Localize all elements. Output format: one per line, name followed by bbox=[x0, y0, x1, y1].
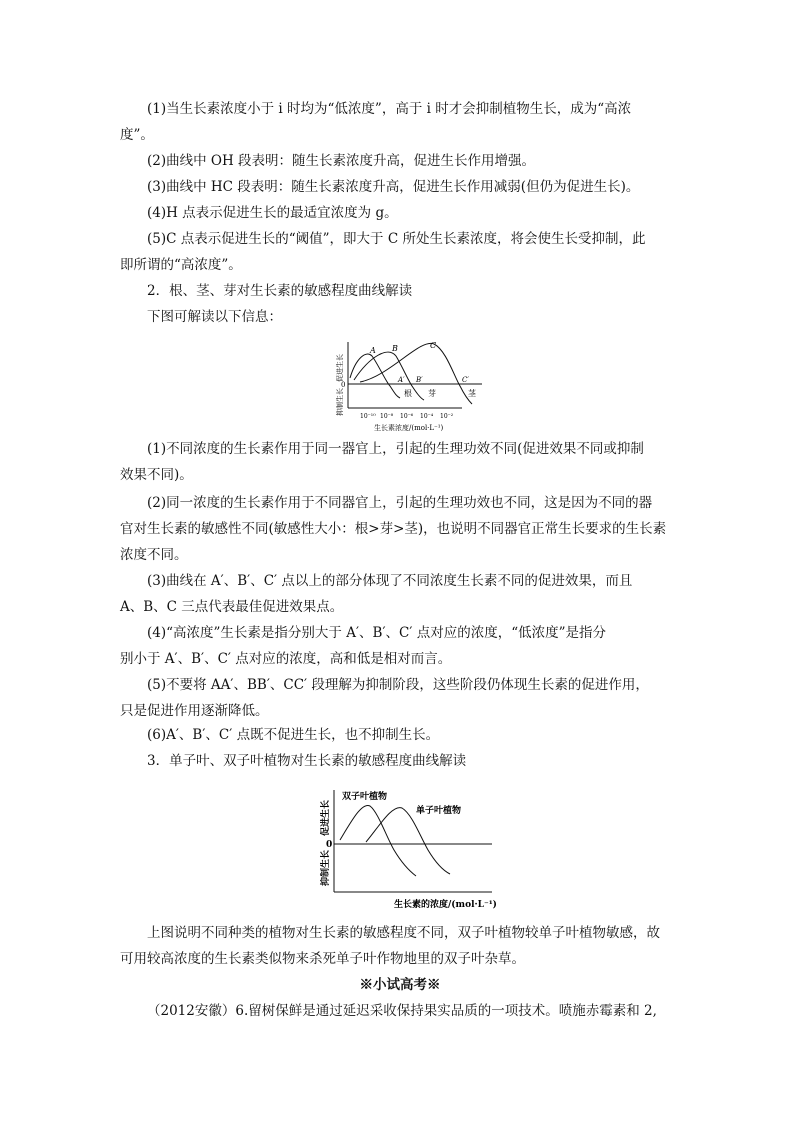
y-label-inhibit: 抑制生长 bbox=[321, 849, 331, 886]
paragraph: 下图可解读以下信息： bbox=[147, 309, 282, 325]
paragraph: 别小于 A′、B′、C′ 点对应的浓度，高和低是相对而言。 bbox=[120, 651, 452, 667]
tick-label: 10⁻⁶ bbox=[400, 413, 414, 420]
label-dicot: 双子叶植物 bbox=[342, 792, 388, 802]
paragraph: 上图说明不同种类的植物对生长素的敏感程度不同，双子叶植物较单子叶植物敏感，故 bbox=[147, 925, 660, 941]
curve-dicot bbox=[340, 805, 416, 876]
paragraph: (2)曲线中 OH 段表明：随生长素浓度升高，促进生长作用增强。 bbox=[147, 153, 536, 169]
paragraph: (4)“高浓度”生长素是指分别大于 A′、B′、C′ 点对应的浓度，“低浓度”是指分 bbox=[147, 625, 607, 641]
figure-monocot-dicot bbox=[316, 786, 506, 912]
curve-bud bbox=[354, 352, 424, 400]
section-heading: 3．单子叶、双子叶植物对生长素的敏感程度曲线解读 bbox=[147, 753, 467, 769]
curve-root bbox=[350, 354, 400, 398]
section-heading: 2．根、茎、芽对生长素的敏感程度曲线解读 bbox=[147, 283, 413, 299]
y-label-promote: 促进生长 bbox=[336, 354, 344, 382]
paragraph: A、B、C 三点代表最佳促进效果点。 bbox=[120, 599, 344, 615]
zero-label: 0 bbox=[326, 840, 333, 850]
quiz-question: （2012安徽）6.留树保鲜是通过延迟采收保持果实品质的一项技术。喷施赤霉素和 2, bbox=[147, 1003, 657, 1019]
y-label-promote: 促进生长 bbox=[321, 799, 331, 836]
peak-label-b: B bbox=[392, 344, 398, 353]
organ-label-stem: 茎 bbox=[468, 389, 476, 398]
tick-label: 10⁻¹⁰ bbox=[360, 413, 376, 420]
quiz-title: ※小试高考※ bbox=[359, 977, 441, 993]
paragraph: 只是促进作用逐渐降低。 bbox=[120, 703, 269, 719]
tick-label: 10⁻⁸ bbox=[380, 413, 394, 420]
organ-label-root: 根 bbox=[404, 389, 412, 398]
paragraph: 即所谓的“高浓度”。 bbox=[120, 257, 242, 273]
cross-label-b: B′ bbox=[416, 376, 423, 384]
label-monocot: 单子叶植物 bbox=[416, 806, 462, 816]
peak-label-c: C bbox=[430, 341, 437, 350]
peak-label-a: A bbox=[370, 346, 376, 355]
organ-label-bud: 芽 bbox=[428, 389, 436, 398]
paragraph: (3)曲线在 A′、B′、C′ 点以上的部分体现了不同浓度生长素不同的促进效果，而且 bbox=[147, 573, 633, 589]
cross-label-c: C′ bbox=[462, 376, 469, 384]
paragraph: 效果不同)。 bbox=[120, 467, 193, 483]
paragraph: (5)C 点表示促进生长的“阈值”，即大于 C 所处生长素浓度，将会使生长受抑制，此 bbox=[147, 231, 646, 247]
x-axis-label: 生长素浓度/(mol·L⁻¹) bbox=[374, 424, 444, 432]
paragraph: (4)H 点表示促进生长的最适宜浓度为 g。 bbox=[147, 205, 398, 221]
paragraph: (1)不同浓度的生长素作用于同一器官上，引起的生理功效不同(促进效果不同或抑制 bbox=[147, 441, 644, 457]
curve-stem bbox=[360, 343, 472, 404]
tick-label: 10⁻⁴ bbox=[420, 413, 434, 420]
paragraph: 浓度不同。 bbox=[120, 547, 188, 563]
paragraph: 可用较高浓度的生长素类似物来杀死单子叶作物地里的双子叶杂草。 bbox=[120, 951, 525, 967]
zero-label: 0 bbox=[341, 381, 346, 389]
paragraph: (5)不要将 AA′、BB′、CC′ 段理解为抑制阶段，这些阶段仍体现生长素的促进作用， bbox=[147, 677, 649, 693]
paragraph: (6)A′、B′、C′ 点既不促进生长，也不抑制生长。 bbox=[147, 727, 440, 743]
paragraph: (2)同一浓度的生长素作用于不同器官上，引起的生理功效也不同，这是因为不同的器 bbox=[147, 495, 653, 511]
paragraph: (3)曲线中 HC 段表明：随生长素浓度升高，促进生长作用减弱(但仍为促进生长)。 bbox=[147, 179, 640, 195]
y-label-inhibit: 抑制生长 bbox=[336, 388, 344, 416]
tick-label: 10⁻² bbox=[440, 413, 454, 420]
paragraph: (1)当生长素浓度小于 i 时均为“低浓度”，高于 i 时才会抑制植物生长，成为“高浓 bbox=[147, 101, 632, 117]
figure-organ-sensitivity bbox=[330, 336, 490, 432]
paragraph: 官对生长素的敏感性不同(敏感性大小：根>芽>茎)，也说明不同器官正常生长要求的生长素 bbox=[120, 521, 667, 537]
cross-label-a: A′ bbox=[398, 376, 405, 384]
paragraph: 度”。 bbox=[120, 127, 154, 143]
x-axis-label: 生长素的浓度/(mol·L⁻¹) bbox=[394, 900, 497, 910]
tick-labels bbox=[360, 413, 454, 420]
